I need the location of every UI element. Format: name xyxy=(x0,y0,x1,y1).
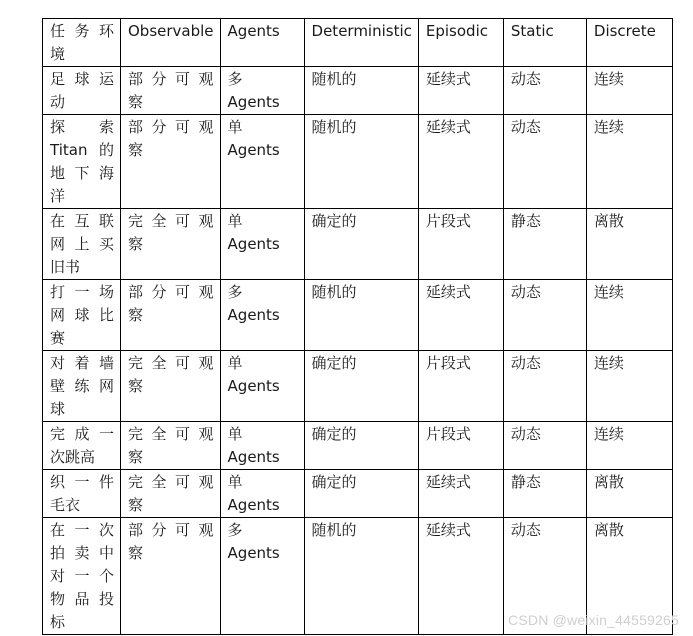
static-cell: 动态 xyxy=(503,422,586,470)
static-cell: 动态 xyxy=(503,280,586,351)
observable-cell: 部分可观 察 xyxy=(121,67,221,115)
agents-cell: 单 Agents xyxy=(220,209,304,280)
discrete-cell: 离散 xyxy=(586,518,672,635)
static-cell: 动态 xyxy=(503,518,586,635)
static-cell: 动态 xyxy=(503,67,586,115)
static-cell: 动态 xyxy=(503,115,586,209)
observable-cell: 完全可观 察 xyxy=(121,209,221,280)
header-discrete: Discrete xyxy=(586,19,672,67)
episodic-cell: 片段式 xyxy=(418,209,503,280)
task-cell: 在互联 网上买 旧书 xyxy=(43,209,121,280)
header-observable: Observable xyxy=(121,19,221,67)
table-row xyxy=(43,351,673,422)
discrete-cell: 连续 xyxy=(586,280,672,351)
agents-cell: 多 Agents xyxy=(220,67,304,115)
episodic-cell: 延续式 xyxy=(418,470,503,518)
episodic-cell: 延续式 xyxy=(418,518,503,635)
episodic-cell: 延续式 xyxy=(418,115,503,209)
table-row xyxy=(43,422,673,470)
table-row xyxy=(43,115,673,209)
table-header-row xyxy=(43,19,673,67)
task-cell: 探 索 Titan 的 地下海 洋 xyxy=(43,115,121,209)
header-task-environment: 任务环 境 xyxy=(43,19,121,67)
task-cell: 打一场 网球比 赛 xyxy=(43,280,121,351)
deterministic-cell: 随机的 xyxy=(304,115,418,209)
observable-cell: 完全可观 察 xyxy=(121,351,221,422)
observable-cell: 部分可观 察 xyxy=(121,115,221,209)
agents-cell: 多 Agents xyxy=(220,280,304,351)
episodic-cell: 延续式 xyxy=(418,67,503,115)
episodic-cell: 片段式 xyxy=(418,422,503,470)
observable-cell: 部分可观 察 xyxy=(121,518,221,635)
watermark: CSDN @weixin_44559265 xyxy=(508,612,679,628)
task-cell: 在一次 拍卖中 对一个 物品投 标 xyxy=(43,518,121,635)
header-agents: Agents xyxy=(220,19,304,67)
deterministic-cell: 随机的 xyxy=(304,280,418,351)
deterministic-cell: 确定的 xyxy=(304,422,418,470)
discrete-cell: 连续 xyxy=(586,351,672,422)
header-deterministic: Deterministic xyxy=(304,19,418,67)
agents-cell: 单 Agents xyxy=(220,115,304,209)
deterministic-cell: 随机的 xyxy=(304,518,418,635)
task-cell: 织一件 毛衣 xyxy=(43,470,121,518)
episodic-cell: 片段式 xyxy=(418,351,503,422)
deterministic-cell: 随机的 xyxy=(304,67,418,115)
deterministic-cell: 确定的 xyxy=(304,351,418,422)
deterministic-cell: 确定的 xyxy=(304,470,418,518)
task-cell: 对着墙 壁练网 球 xyxy=(43,351,121,422)
table-row xyxy=(43,280,673,351)
discrete-cell: 连续 xyxy=(586,115,672,209)
discrete-cell: 连续 xyxy=(586,67,672,115)
static-cell: 动态 xyxy=(503,351,586,422)
header-episodic: Episodic xyxy=(418,19,503,67)
agents-cell: 单 Agents xyxy=(220,351,304,422)
static-cell: 静态 xyxy=(503,470,586,518)
task-cell: 完成一 次跳高 xyxy=(43,422,121,470)
header-static: Static xyxy=(503,19,586,67)
table-row xyxy=(43,470,673,518)
static-cell: 静态 xyxy=(503,209,586,280)
environment-properties-table xyxy=(42,18,673,635)
observable-cell: 完全可观 察 xyxy=(121,422,221,470)
discrete-cell: 离散 xyxy=(586,470,672,518)
deterministic-cell: 确定的 xyxy=(304,209,418,280)
episodic-cell: 延续式 xyxy=(418,280,503,351)
discrete-cell: 离散 xyxy=(586,209,672,280)
agents-cell: 单 Agents xyxy=(220,470,304,518)
discrete-cell: 连续 xyxy=(586,422,672,470)
observable-cell: 部分可观 察 xyxy=(121,280,221,351)
table-row xyxy=(43,209,673,280)
observable-cell: 完全可观 察 xyxy=(121,470,221,518)
table-row xyxy=(43,67,673,115)
agents-cell: 多 Agents xyxy=(220,518,304,635)
agents-cell: 单 Agents xyxy=(220,422,304,470)
task-cell: 足球运 动 xyxy=(43,67,121,115)
